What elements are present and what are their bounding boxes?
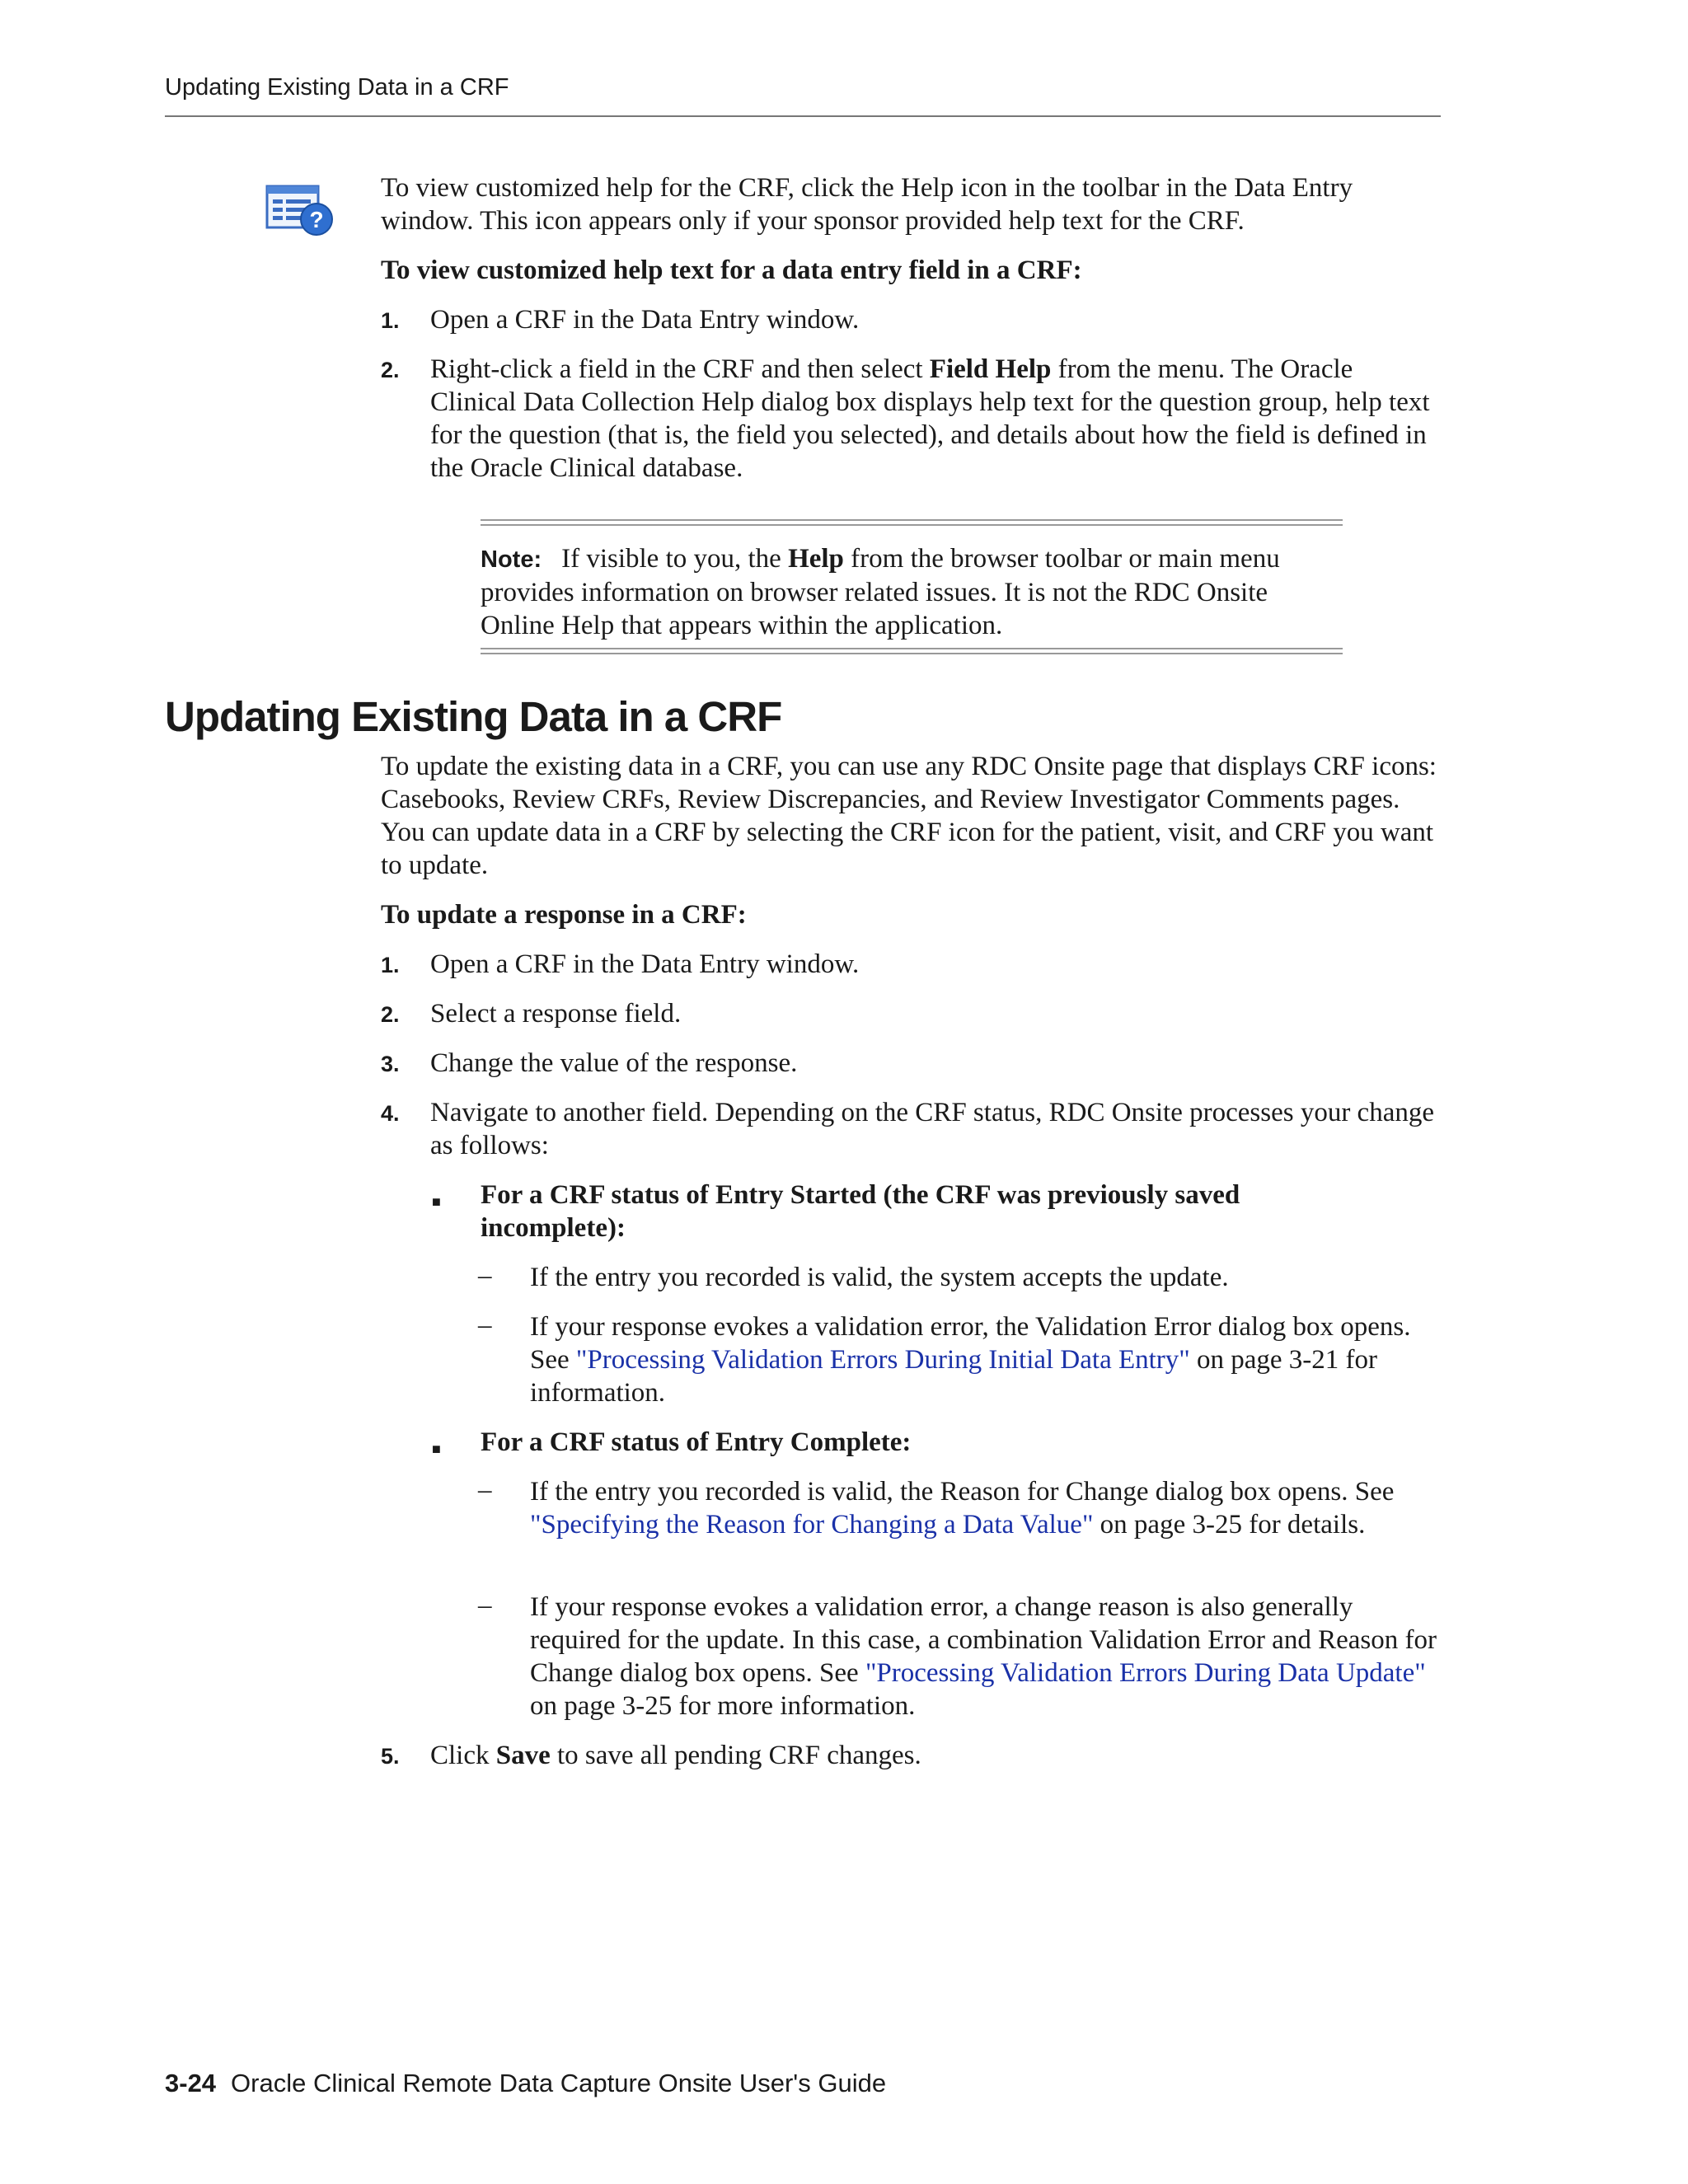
bullet-text: For a CRF status of Entry Complete: [481, 1427, 912, 1457]
bullet-icon: ■ [432, 1193, 441, 1210]
note-label: Note: [481, 546, 542, 573]
header-rule [165, 115, 1441, 117]
section-title: Updating Existing Data in a CRF [165, 693, 782, 740]
field-help-procedure-heading: To view customized help text for a data entry field in a CRF: [381, 255, 1082, 285]
dash-icon: – [478, 1261, 492, 1291]
page-footer [165, 2069, 886, 2098]
dash-item-text: If your response evokes a validation error, a change reason is also generally required for the update. In this case, a combination Validation Error and Reason for Change dialog box opens. See "Processing Validation Errors During Data Update" on page 3-25 for more information. [530, 1592, 1437, 1721]
step-number: 3. [381, 1052, 400, 1076]
step-text: Right-click a field in the CRF and then select Field Help from the menu. The Oracle Clinical Data Collection Help dialog box displays help text for the question group, help text for the question (that is, the field you selected), and details about how the field is defined in the Oracle Clinical database. [430, 354, 1430, 483]
step-number: 2. [381, 1002, 400, 1027]
section-intro: To update the existing data in a CRF, you can use any RDC Onsite page that displays CRF icons: Casebooks, Review CRFs, Review Discrepancies, and Review Investigator Comments pages. You can update data in a CRF by selecting the CRF icon for the patient, visit, and CRF you want to update. [381, 752, 1437, 880]
note-bottom-rule [481, 648, 1343, 654]
step-text: Navigate to another field. Depending on the CRF status, RDC Onsite processes your change as follows: [430, 1098, 1435, 1160]
note-box: Note: If visible to you, the Help from the browser toolbar or main menu provides information on browser related issues. It is not the RDC Onsite Online Help that appears within the application. [481, 544, 1280, 640]
note-top-rule [481, 519, 1343, 526]
cross-reference-link[interactable]: "Processing Validation Errors During Initial Data Entry" [575, 1345, 1190, 1375]
bullet-icon: ■ [432, 1441, 441, 1457]
update-procedure-heading: To update a response in a CRF: [381, 900, 747, 930]
step-text: Select a response field. [430, 999, 682, 1029]
page-number: 3-24 [165, 2069, 217, 2097]
dash-icon: – [478, 1310, 492, 1340]
step-number: 2. [381, 358, 400, 382]
dash-icon: – [478, 1475, 492, 1505]
bullet-text: For a CRF status of Entry Started (the CRF was previously saved incomplete): [481, 1180, 1240, 1243]
step-number: 1. [381, 308, 400, 333]
cross-reference-link[interactable]: "Processing Validation Errors During Data Update" [865, 1658, 1426, 1688]
step-number: 1. [381, 953, 400, 977]
step-text: Change the value of the response. [430, 1048, 798, 1078]
step-text: Click Save to save all pending CRF changes. [430, 1741, 921, 1770]
step-text: Open a CRF in the Data Entry window. [430, 949, 860, 979]
running-header: Updating Existing Data in a CRF [165, 74, 509, 101]
step-number: 5. [381, 1744, 400, 1769]
book-title: Oracle Clinical Remote Data Capture Onsite User's Guide [231, 2069, 887, 2097]
step-number: 4. [381, 1101, 400, 1126]
dash-item-text: If the entry you recorded is valid, the system accepts the update. [530, 1263, 1229, 1292]
svg-text:?: ? [309, 207, 324, 232]
dash-icon: – [478, 1591, 492, 1620]
dash-item-text: If the entry you recorded is valid, the Reason for Change dialog box opens. See "Specifying the Reason for Changing a Data Value" on page 3-25 for details. [530, 1477, 1395, 1540]
dash-item-text: If your response evokes a validation error, the Validation Error dialog box opens. See "Processing Validation Errors During Initial Data Entry" on page 3-21 for information. [530, 1312, 1411, 1408]
cross-reference-link[interactable]: "Specifying the Reason for Changing a Data Value" [530, 1510, 1094, 1540]
intro-paragraph: To view customized help for the CRF, click the Help icon in the toolbar in the Data Entry window. This icon appears only if your sponsor provided help text for the CRF. [381, 173, 1353, 236]
help-window-icon[interactable] [265, 183, 335, 237]
step-text: Open a CRF in the Data Entry window. [430, 305, 860, 335]
